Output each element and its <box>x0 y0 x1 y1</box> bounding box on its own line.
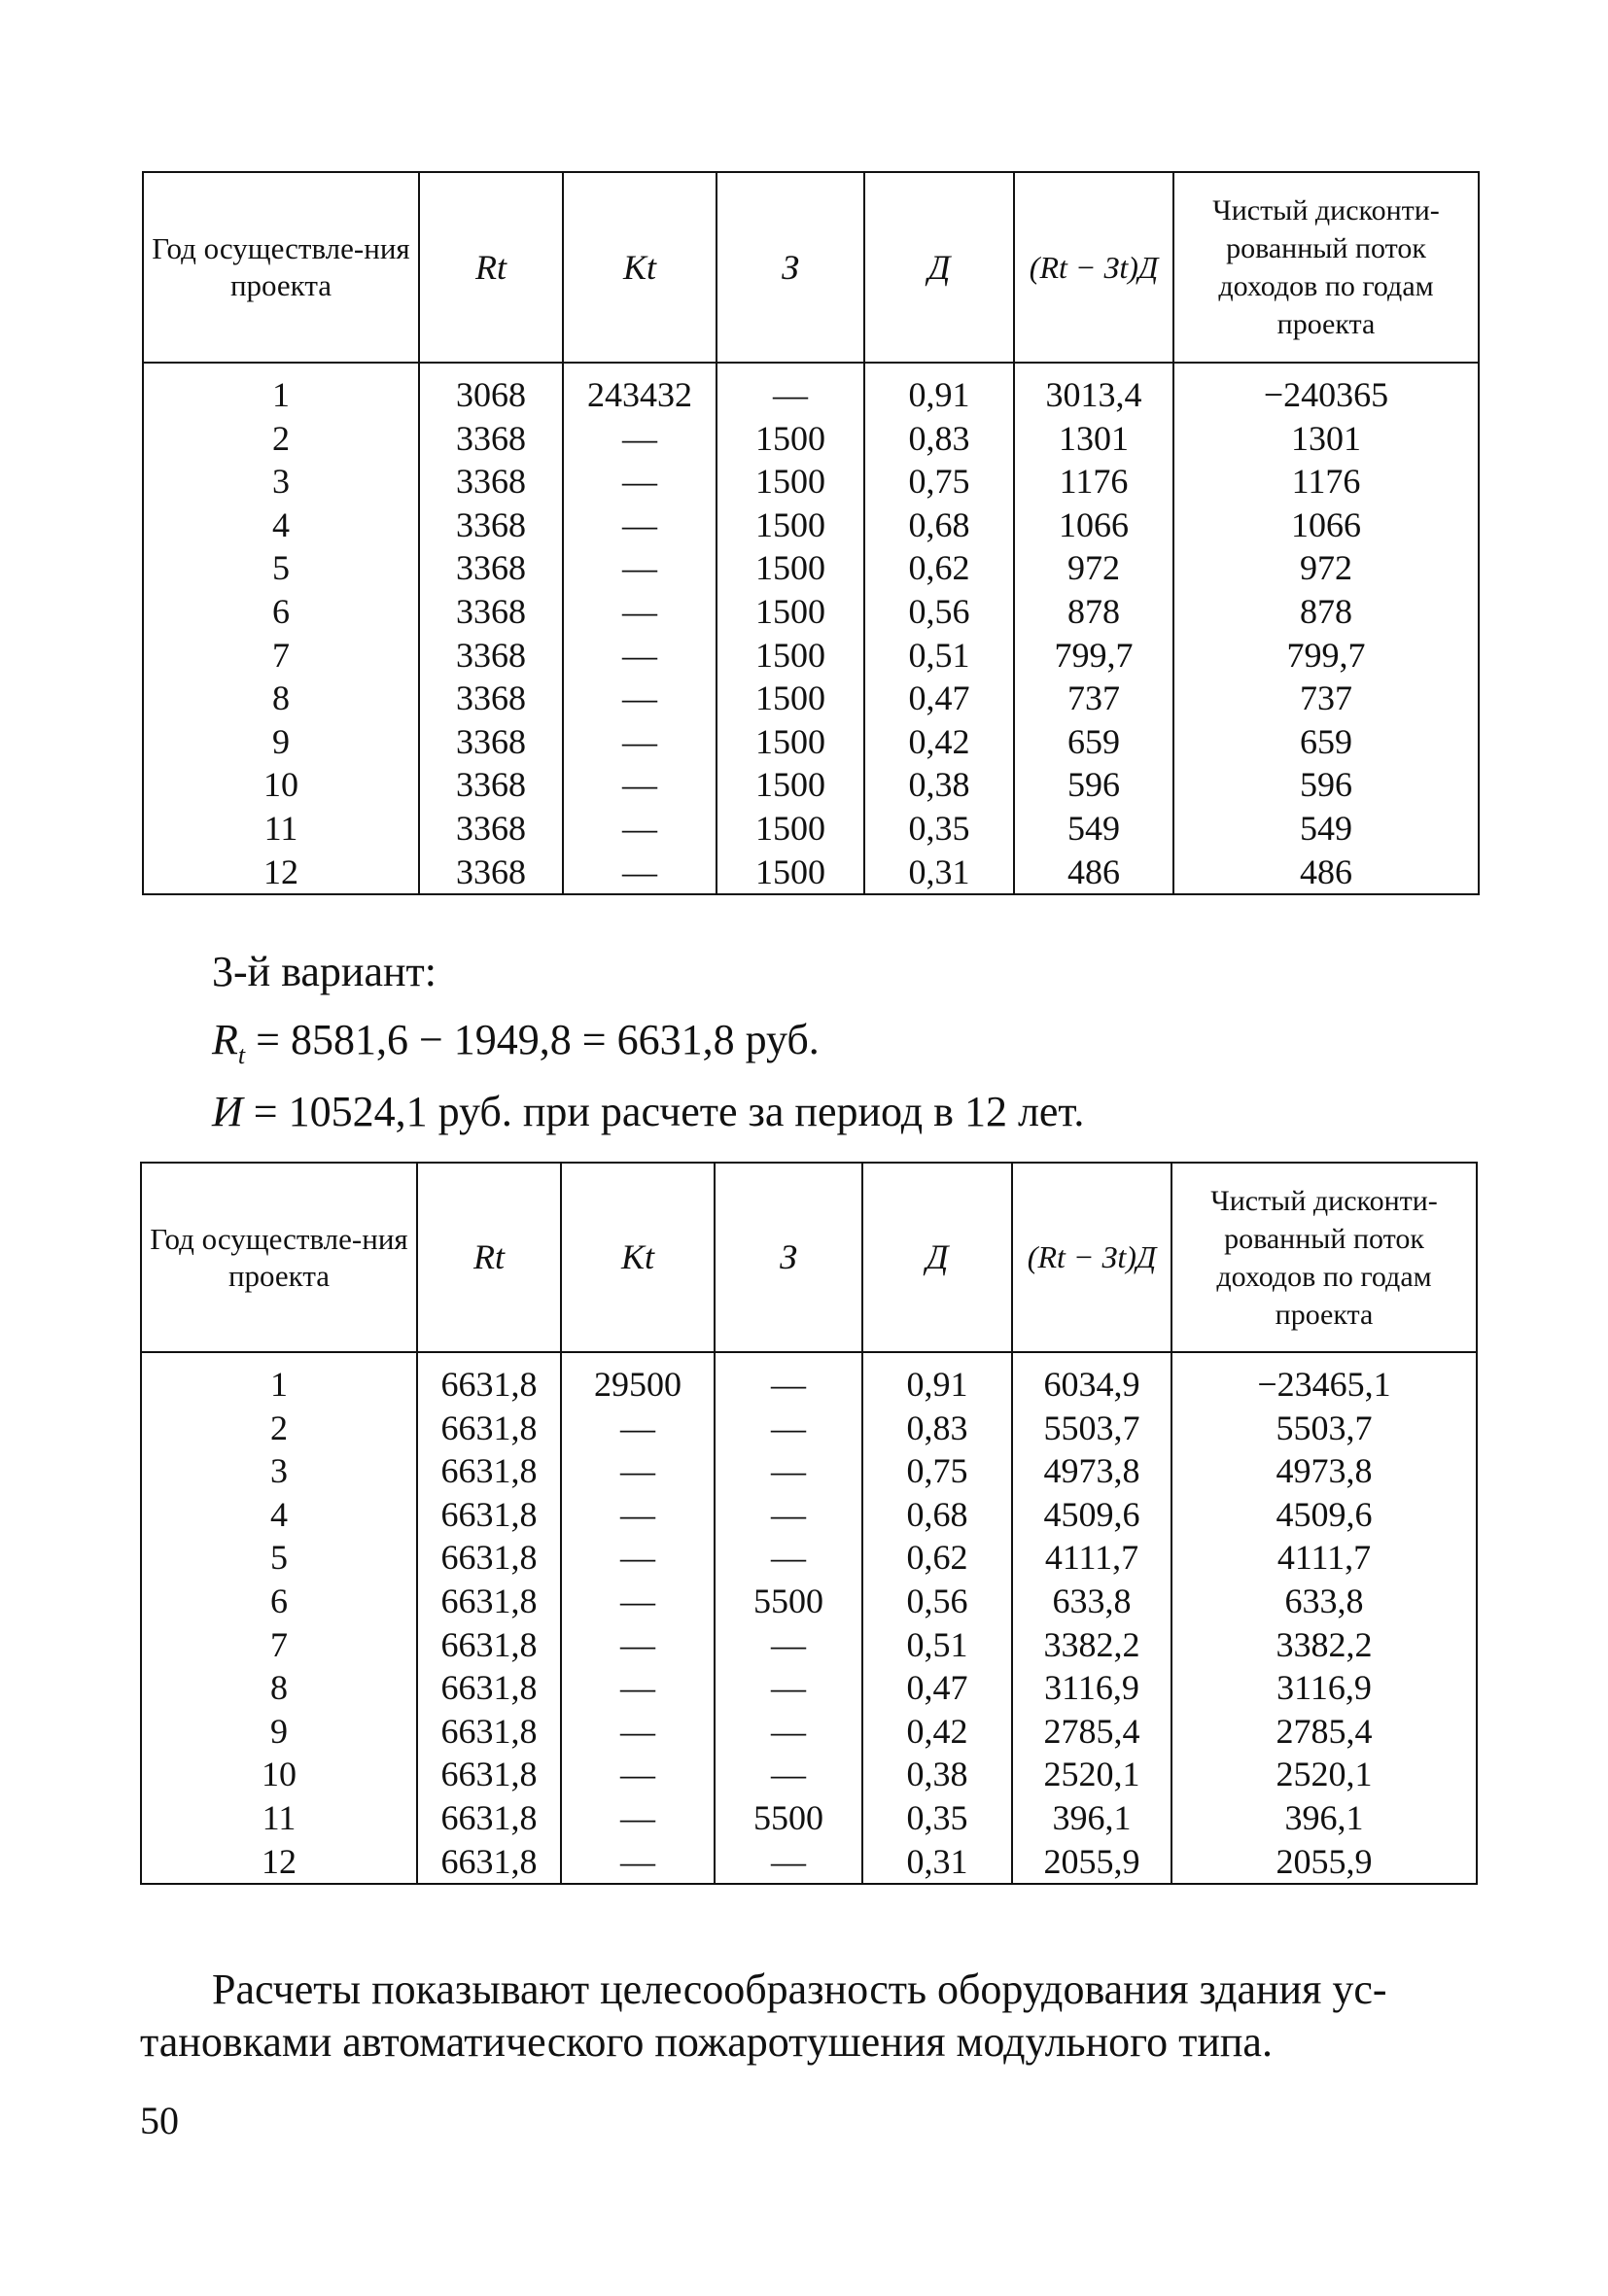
cell-net: 4973,8 <box>1171 1449 1477 1493</box>
cell-z: — <box>715 1493 862 1537</box>
cell-rt: 3368 <box>419 546 563 590</box>
cell-d: 0,68 <box>862 1493 1012 1537</box>
cell-z: — <box>717 363 864 417</box>
table-variant-3 <box>140 1162 1478 1885</box>
cell-rt: 6631,8 <box>417 1753 561 1796</box>
cell-kt: — <box>563 763 717 807</box>
header-kt: Kt <box>563 172 717 363</box>
cell-rz: 3013,4 <box>1014 363 1173 417</box>
cell-year: 9 <box>141 1710 417 1754</box>
cell-year: 4 <box>141 1493 417 1537</box>
cell-net: 1066 <box>1173 504 1479 547</box>
cell-net: 659 <box>1173 720 1479 764</box>
i-formula <box>212 1087 1084 1137</box>
cell-rz: 4509,6 <box>1012 1493 1171 1537</box>
cell-net: 3382,2 <box>1171 1623 1477 1667</box>
cell-year: 9 <box>143 720 419 764</box>
header-z: З <box>717 172 864 363</box>
cell-rz: 396,1 <box>1012 1796 1171 1840</box>
cell-kt: — <box>561 1753 715 1796</box>
cell-rt: 3368 <box>419 763 563 807</box>
header-rt: Rt <box>417 1163 561 1352</box>
cell-year: 12 <box>141 1840 417 1885</box>
cell-net: 2785,4 <box>1171 1710 1477 1754</box>
table-variant-2 <box>142 171 1480 895</box>
cell-rt: 3368 <box>419 851 563 895</box>
header-z: З <box>715 1163 862 1352</box>
cell-d: 0,35 <box>864 807 1014 851</box>
table-row <box>141 1623 1477 1667</box>
cell-kt: 29500 <box>561 1352 715 1407</box>
cell-rt: 6631,8 <box>417 1796 561 1840</box>
cell-z: — <box>715 1449 862 1493</box>
cell-d: 0,91 <box>864 363 1014 417</box>
cell-z: — <box>715 1536 862 1580</box>
cell-rt: 6631,8 <box>417 1493 561 1537</box>
cell-rz: 549 <box>1014 807 1173 851</box>
cell-d: 0,35 <box>862 1796 1012 1840</box>
i-symbol: И <box>212 1088 243 1135</box>
cell-rt: 6631,8 <box>417 1623 561 1667</box>
header-kt: Kt <box>561 1163 715 1352</box>
cell-rz: 878 <box>1014 590 1173 634</box>
cell-net: 486 <box>1173 851 1479 895</box>
cell-d: 0,47 <box>864 677 1014 720</box>
cell-d: 0,47 <box>862 1666 1012 1710</box>
cell-year: 11 <box>143 807 419 851</box>
cell-net: 396,1 <box>1171 1796 1477 1840</box>
page-number: 50 <box>140 2099 179 2142</box>
cell-rt: 6631,8 <box>417 1407 561 1450</box>
cell-year: 4 <box>143 504 419 547</box>
cell-z: — <box>715 1840 862 1885</box>
cell-net: 878 <box>1173 590 1479 634</box>
table-row <box>141 1796 1477 1840</box>
cell-d: 0,38 <box>864 763 1014 807</box>
cell-year: 3 <box>141 1449 417 1493</box>
cell-year: 8 <box>141 1666 417 1710</box>
cell-z: 5500 <box>715 1580 862 1623</box>
cell-kt: — <box>561 1580 715 1623</box>
cell-rt: 6631,8 <box>417 1840 561 1885</box>
table-row <box>141 1449 1477 1493</box>
cell-d: 0,42 <box>862 1710 1012 1754</box>
table-row <box>143 546 1479 590</box>
cell-kt: — <box>563 807 717 851</box>
header-net-flow: Чистый дисконти-рованный поток доходов по годам проекта <box>1171 1163 1477 1352</box>
cell-net: 737 <box>1173 677 1479 720</box>
cell-rt: 3368 <box>419 677 563 720</box>
rt-formula-text: = 8581,6 − 1949,8 = 6631,8 руб. <box>245 1016 820 1063</box>
cell-net: −240365 <box>1173 363 1479 417</box>
cell-kt: — <box>561 1449 715 1493</box>
table-row <box>143 851 1479 895</box>
cell-d: 0,68 <box>864 504 1014 547</box>
variant-title: 3-й вариант: <box>212 948 437 995</box>
header-year: Год осуществле-ния проекта <box>141 1163 417 1352</box>
cell-year: 2 <box>143 417 419 461</box>
cell-rt: 3368 <box>419 417 563 461</box>
cell-z: 1500 <box>717 590 864 634</box>
cell-kt: — <box>563 417 717 461</box>
cell-year: 8 <box>143 677 419 720</box>
cell-z: 1500 <box>717 851 864 895</box>
cell-z: — <box>715 1623 862 1667</box>
cell-rz: 1176 <box>1014 460 1173 504</box>
cell-z: 1500 <box>717 460 864 504</box>
cell-rz: 972 <box>1014 546 1173 590</box>
table-row <box>141 1536 1477 1580</box>
cell-net: 1301 <box>1173 417 1479 461</box>
table-header-row <box>141 1163 1477 1352</box>
cell-net: 3116,9 <box>1171 1666 1477 1710</box>
cell-d: 0,83 <box>862 1407 1012 1450</box>
cell-rz: 4111,7 <box>1012 1536 1171 1580</box>
cell-rt: 6631,8 <box>417 1666 561 1710</box>
table-row <box>141 1580 1477 1623</box>
cell-d: 0,56 <box>862 1580 1012 1623</box>
cell-d: 0,38 <box>862 1753 1012 1796</box>
header-rt: Rt <box>419 172 563 363</box>
table-row <box>143 763 1479 807</box>
cell-d: 0,91 <box>862 1352 1012 1407</box>
table-row <box>141 1840 1477 1885</box>
cell-d: 0,62 <box>862 1536 1012 1580</box>
cell-year: 1 <box>141 1352 417 1407</box>
cell-rz: 659 <box>1014 720 1173 764</box>
cell-net: 4509,6 <box>1171 1493 1477 1537</box>
cell-rz: 486 <box>1014 851 1173 895</box>
cell-kt: 243432 <box>563 363 717 417</box>
rt-subscript: t <box>237 1041 246 1069</box>
cell-z: 1500 <box>717 677 864 720</box>
cell-net: 972 <box>1173 546 1479 590</box>
cell-rz: 2785,4 <box>1012 1710 1171 1754</box>
cell-rt: 6631,8 <box>417 1352 561 1407</box>
header-rz: (Rt − Зt)Д <box>1014 172 1173 363</box>
cell-rz: 4973,8 <box>1012 1449 1171 1493</box>
cell-rz: 3382,2 <box>1012 1623 1171 1667</box>
cell-kt: — <box>561 1407 715 1450</box>
cell-rt: 3068 <box>419 363 563 417</box>
cell-rt: 6631,8 <box>417 1580 561 1623</box>
cell-rz: 799,7 <box>1014 634 1173 678</box>
table-row <box>143 460 1479 504</box>
table-row <box>143 720 1479 764</box>
table-row <box>141 1352 1477 1407</box>
table-row <box>143 807 1479 851</box>
cell-net: 549 <box>1173 807 1479 851</box>
table-row <box>141 1407 1477 1450</box>
cell-d: 0,56 <box>864 590 1014 634</box>
cell-kt: — <box>563 460 717 504</box>
cell-year: 7 <box>141 1623 417 1667</box>
cell-rz: 633,8 <box>1012 1580 1171 1623</box>
cell-year: 5 <box>141 1536 417 1580</box>
header-d: Д <box>862 1163 1012 1352</box>
cell-kt: — <box>561 1796 715 1840</box>
header-d: Д <box>864 172 1014 363</box>
cell-net: 633,8 <box>1171 1580 1477 1623</box>
cell-rt: 6631,8 <box>417 1710 561 1754</box>
header-net-flow: Чистый дисконти-рованный поток доходов по годам проекта <box>1173 172 1479 363</box>
cell-kt: — <box>561 1666 715 1710</box>
cell-kt: — <box>561 1536 715 1580</box>
cell-rz: 6034,9 <box>1012 1352 1171 1407</box>
cell-z: — <box>715 1710 862 1754</box>
cell-d: 0,51 <box>862 1623 1012 1667</box>
cell-d: 0,83 <box>864 417 1014 461</box>
cell-year: 11 <box>141 1796 417 1840</box>
cell-year: 6 <box>143 590 419 634</box>
cell-net: 1176 <box>1173 460 1479 504</box>
cell-kt: — <box>563 504 717 547</box>
cell-rt: 3368 <box>419 720 563 764</box>
cell-kt: — <box>563 634 717 678</box>
cell-rt: 6631,8 <box>417 1449 561 1493</box>
table-row <box>143 677 1479 720</box>
cell-rz: 1301 <box>1014 417 1173 461</box>
table-row <box>143 504 1479 547</box>
cell-z: 5500 <box>715 1796 862 1840</box>
cell-rz: 3116,9 <box>1012 1666 1171 1710</box>
cell-rt: 3368 <box>419 634 563 678</box>
cell-year: 1 <box>143 363 419 417</box>
cell-d: 0,75 <box>862 1449 1012 1493</box>
table-row <box>143 590 1479 634</box>
cell-year: 6 <box>141 1580 417 1623</box>
cell-z: 1500 <box>717 504 864 547</box>
header-year: Год осуществле-ния проекта <box>143 172 419 363</box>
cell-z: 1500 <box>717 720 864 764</box>
cell-rz: 2055,9 <box>1012 1840 1171 1885</box>
cell-year: 10 <box>143 763 419 807</box>
cell-z: 1500 <box>717 807 864 851</box>
cell-z: 1500 <box>717 417 864 461</box>
cell-z: — <box>715 1407 862 1450</box>
cell-d: 0,62 <box>864 546 1014 590</box>
cell-kt: — <box>561 1493 715 1537</box>
i-formula-text: = 10524,1 руб. при расчете за период в 12 лет. <box>242 1088 1085 1135</box>
cell-z: — <box>715 1352 862 1407</box>
cell-kt: — <box>563 546 717 590</box>
cell-z: — <box>715 1753 862 1796</box>
cell-z: — <box>715 1666 862 1710</box>
cell-year: 5 <box>143 546 419 590</box>
table-row <box>143 363 1479 417</box>
cell-d: 0,75 <box>864 460 1014 504</box>
cell-d: 0,42 <box>864 720 1014 764</box>
conclusion-line-2: тановками автоматического пожаротушения модульного типа. <box>140 2018 1273 2066</box>
cell-year: 2 <box>141 1407 417 1450</box>
cell-rt: 3368 <box>419 807 563 851</box>
table-row <box>141 1493 1477 1537</box>
cell-year: 3 <box>143 460 419 504</box>
cell-kt: — <box>563 851 717 895</box>
table-row <box>143 417 1479 461</box>
table-row <box>143 634 1479 678</box>
cell-rz: 737 <box>1014 677 1173 720</box>
cell-rt: 3368 <box>419 460 563 504</box>
rt-symbol: R <box>212 1016 238 1063</box>
cell-year: 7 <box>143 634 419 678</box>
cell-rz: 2520,1 <box>1012 1753 1171 1796</box>
table-row <box>141 1666 1477 1710</box>
cell-kt: — <box>563 677 717 720</box>
cell-kt: — <box>561 1623 715 1667</box>
cell-net: 799,7 <box>1173 634 1479 678</box>
cell-net: −23465,1 <box>1171 1352 1477 1407</box>
cell-net: 2520,1 <box>1171 1753 1477 1796</box>
rt-formula <box>212 1015 820 1081</box>
table-row <box>141 1710 1477 1754</box>
cell-rz: 1066 <box>1014 504 1173 547</box>
table-row <box>141 1753 1477 1796</box>
cell-kt: — <box>563 590 717 634</box>
cell-year: 12 <box>143 851 419 895</box>
cell-kt: — <box>561 1840 715 1885</box>
table-header-row <box>143 172 1479 363</box>
cell-z: 1500 <box>717 546 864 590</box>
cell-z: 1500 <box>717 634 864 678</box>
cell-rt: 3368 <box>419 590 563 634</box>
cell-net: 2055,9 <box>1171 1840 1477 1885</box>
cell-rt: 3368 <box>419 504 563 547</box>
cell-d: 0,31 <box>862 1840 1012 1885</box>
cell-year: 10 <box>141 1753 417 1796</box>
cell-kt: — <box>561 1710 715 1754</box>
cell-net: 4111,7 <box>1171 1536 1477 1580</box>
cell-d: 0,31 <box>864 851 1014 895</box>
header-rz: (Rt − Зt)Д <box>1012 1163 1171 1352</box>
cell-rz: 5503,7 <box>1012 1407 1171 1450</box>
conclusion-line-1: Расчеты показывают целесообразность оборудования здания ус- <box>212 1966 1387 2013</box>
cell-z: 1500 <box>717 763 864 807</box>
cell-net: 596 <box>1173 763 1479 807</box>
cell-d: 0,51 <box>864 634 1014 678</box>
cell-rt: 6631,8 <box>417 1536 561 1580</box>
cell-net: 5503,7 <box>1171 1407 1477 1450</box>
cell-rz: 596 <box>1014 763 1173 807</box>
cell-kt: — <box>563 720 717 764</box>
